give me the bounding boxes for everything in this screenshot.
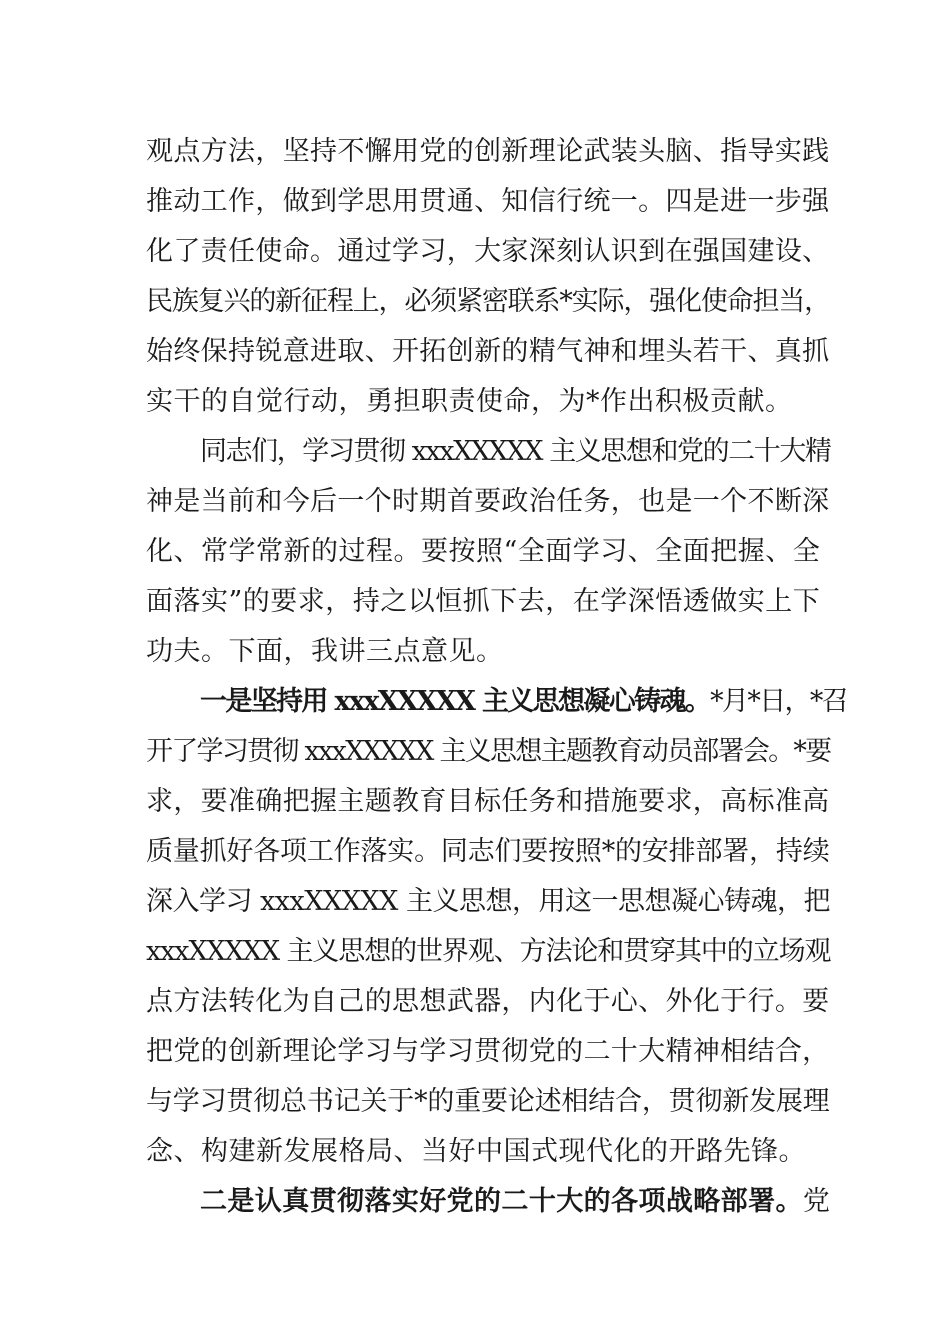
section-two-heading: 二是认真贯彻落实好党的二十大的各项战略部署。: [200, 1186, 803, 1217]
section-two-text: 党: [802, 1186, 831, 1217]
paragraph-line: 念、构建新发展格局、当好中国式现代化的开路先锋。: [146, 1136, 806, 1167]
paragraph-line: 与学习贯彻总书记关于*的重要论述相结合，贯彻新发展理: [146, 1086, 830, 1117]
paragraph-line: 推动工作，做到学思用贯通、知信行统一。四是进一步强: [146, 186, 830, 217]
section-one-text: *月*日，*召: [710, 686, 848, 717]
paragraph-line: xxxXXXXX 主义思想的世界观、方法论和贯穿其中的立场观: [146, 936, 831, 967]
section-two-line: [200, 1182, 830, 1222]
paragraph-line: 观点方法，坚持不懈用党的创新理论武装头脑、指导实践: [146, 136, 830, 167]
paragraph-line: 质量抓好各项工作落实。同志们要按照*的安排部署，持续: [146, 836, 830, 867]
paragraph-line: 求，要准确把握主题教育目标任务和措施要求，高标准高: [146, 786, 830, 817]
paragraph-line: 化了责任使命。通过学习，大家深刻认识到在强国建设、: [146, 236, 830, 267]
paragraph-line: 实干的自觉行动，勇担职责使命，为*作出积极贡献。: [146, 386, 793, 417]
paragraph-line: 把党的创新理论学习与学习贯彻党的二十大精神相结合，: [146, 1036, 830, 1067]
paragraph-line: 面落实”的要求，持之以恒抓下去，在学深悟透做实上下: [146, 586, 821, 617]
paragraph-line: 民族复兴的新征程上，必须紧密联系*实际，强化使命担当，: [146, 286, 830, 317]
paragraph-line: 始终保持锐意进取、开拓创新的精气神和埋头若干、真抓: [146, 336, 830, 367]
section-one-heading: 一是坚持用 xxxXXXXX 主义思想凝心铸魂。: [200, 686, 711, 717]
paragraph-line: 功夫。下面，我讲三点意见。: [146, 636, 504, 667]
section-one-line: [200, 682, 847, 722]
paragraph-line: 点方法转化为自己的思想武器，内化于心、外化于行。要: [146, 986, 830, 1017]
paragraph-line: 神是当前和今后一个时期首要政治任务，也是一个不断深: [146, 486, 830, 517]
paragraph-line: 同志们，学习贯彻 xxxXXXXX 主义思想和党的二十大精: [200, 436, 831, 467]
paragraph-line: 化、常学常新的过程。要按照“全面学习、全面把握、全: [146, 536, 821, 567]
paragraph-line: 开了学习贯彻 xxxXXXXX 主义思想主题教育动员部署会。*要: [146, 736, 831, 767]
paragraph-line: 深入学习 xxxXXXXX 主义思想，用这一思想凝心铸魂，把: [146, 886, 830, 917]
